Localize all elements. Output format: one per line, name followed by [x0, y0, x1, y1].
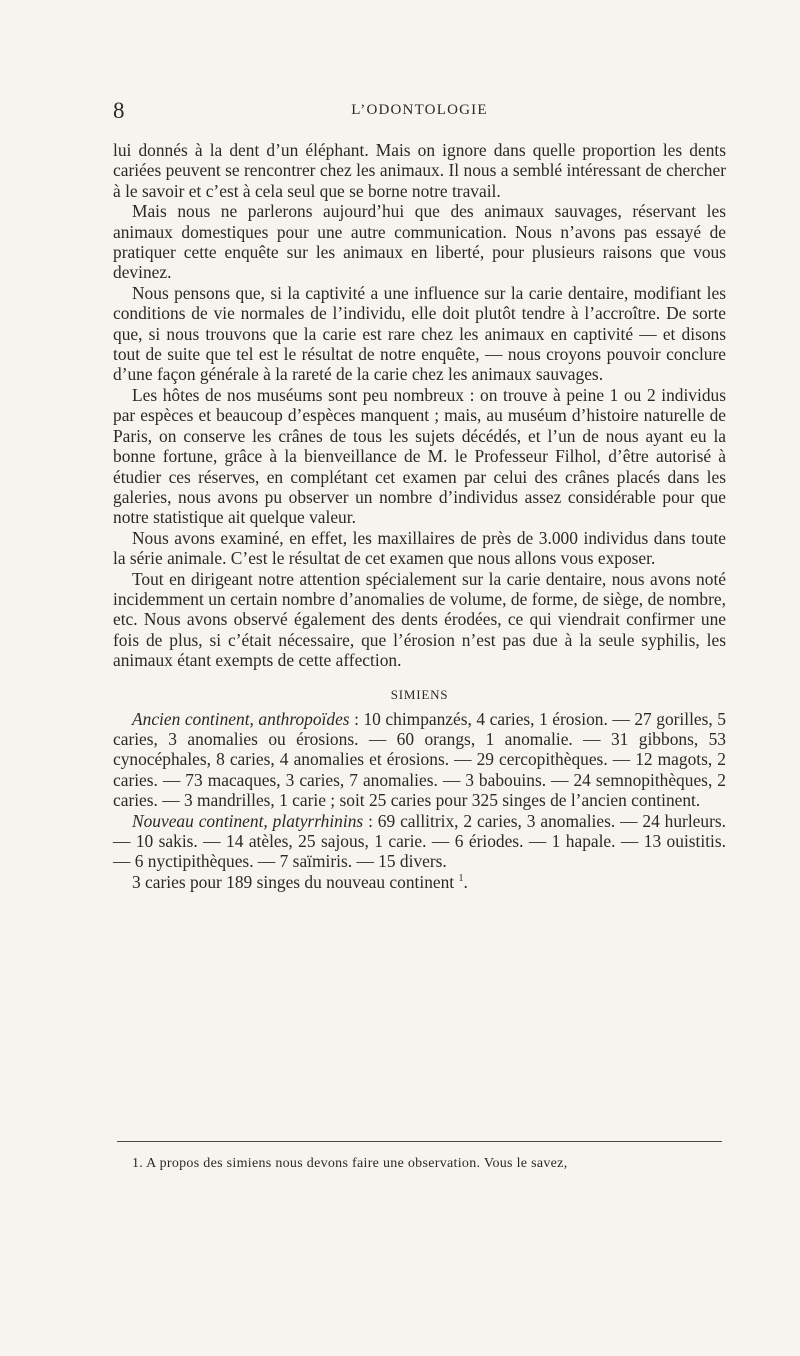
paragraph: Mais nous ne parlerons aujourd’hui que des animaux sauvages, réservant les animaux domestiques pour une autre communication. Nous n’avons pas essayé de pratiquer cette enquête sur les animaux en liberté, pour plusieurs raisons que vous devinez. — [113, 201, 726, 283]
page-number: 8 — [113, 98, 125, 123]
paragraph: Nous pensons que, si la captivité a une influence sur la carie dentaire, modifiant les conditions de vie normales de l’individu, elle doit plutôt tendre à l’accroître. De sorte que, si nous trouvons que la carie est rare chez les animaux en captivité — et disons tout de suite que tel est le résultat de notre enquête, — nous croyons pouvoir conclure d’une façon générale à la rareté de la carie chez les animaux sauvages. — [113, 282, 726, 385]
summary-paragraph: 3 caries pour 189 singes du nouveau continent $^1$. — [132, 871, 468, 892]
section-title: SIMIENS — [390, 686, 449, 702]
footnote: 1. A propos des simiens nous devons faire une observation. Vous le savez, — [132, 1156, 568, 1171]
page-header — [113, 98, 726, 124]
old-world-text: : 10 chimpanzés, 4 caries, 1 érosion. — 27 gorilles, 5 caries, 3 anomalies ou érosions. — 60 orangs, 1 anomalie. — 31 gibbons, 53 cynocéphales, 8 caries, 4 anomalies et érosions. — 29 cercopithèques. — 12 magots, 2 caries. — 73 macaques, 3 caries, 7 anomalies. — 3 babouins. — 24 semnopithèques, 2 caries. — 3 mandrilles, 1 carie ; soit 25 caries pour 325 singes de l’ancien continent. — [113, 708, 726, 811]
footnote-marker: 1 — [458, 873, 464, 885]
old-world-paragraph — [113, 709, 726, 811]
footnote-divider — [117, 1141, 722, 1142]
paragraph: Nous avons examiné, en effet, les maxillaires de près de 3.000 individus dans toute la série animale. C’est le résultat de cet examen que nous allons vous exposer. — [113, 527, 726, 569]
old-world-label: Ancien continent, anthropoïdes — [132, 708, 350, 729]
new-world-text: : 69 callitrix, 2 caries, 3 anomalies. — 24 hurleurs. — 10 sakis. — 14 atèles, 25 sajous, 1 carie. — 6 ériodes. — 1 hapale. — 13 ouistitis. — 6 nyctipithèques. — 7 saïmiris. — 15 divers. — [113, 810, 726, 872]
new-world-label: Nouveau continent, platyrrhinins — [132, 810, 364, 831]
summary-text: 3 caries pour 189 singes du nouveau continent — [132, 871, 455, 892]
paragraph: Les hôtes de nos muséums sont peu nombreux : on trouve à peine 1 ou 2 individus par espèces et beaucoup d’espèces manquent ; mais, au muséum d’histoire naturelle de Paris, on conserve les crânes de tous les sujets décédés, et l’un de nous ayant eu la bonne fortune, grâce à la bienveillance de M. le Professeur Filhol, d’être autorisé à étudier ces réserves, en complétant cet examen par celui des crânes placés dans les galeries, nous avons pu observer un nombre d’individus assez considérable pour que notre statistique ait quelque valeur. — [113, 384, 726, 528]
paragraph: lui donnés à la dent d’un éléphant. Mais on ignore dans quelle proportion les dents cariées peuvent se rencontrer chez les animaux. Il nous a semblé intéressant de chercher à le savoir et c’est à cela seul que se borne notre travail. — [113, 140, 726, 201]
paragraph: Tout en dirigeant notre attention spécialement sur la carie dentaire, nous avons noté incidemment un certain nombre d’anomalies de volume, de forme, de siège, de nombre, etc. Nous avons observé également des dents érodées, ce qui viendrait confirmer une fois de plus, si c’était nécessaire, que l’érosion n’est pas due à la seule syphilis, les animaux étant exempts de cette affection. — [113, 568, 726, 671]
body-text — [113, 140, 726, 892]
new-world-paragraph — [113, 811, 726, 872]
running-title: L’ODONTOLOGIE — [351, 102, 488, 118]
